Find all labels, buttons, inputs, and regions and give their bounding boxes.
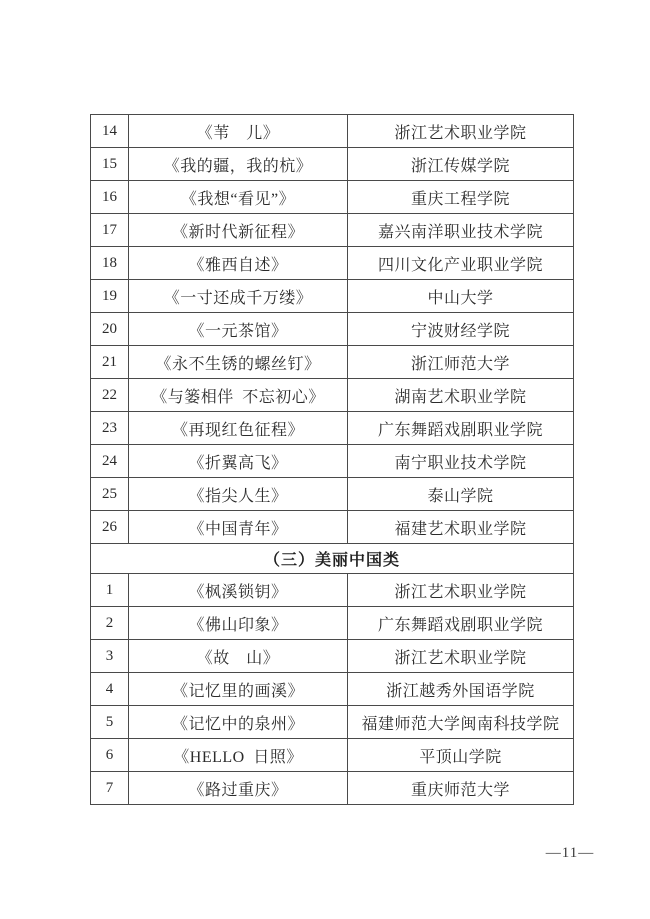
section-header-row: [91, 544, 574, 574]
row-number-cell: 3: [91, 640, 129, 673]
work-title-cell: 《佛山印象》: [129, 607, 348, 640]
table-row: [91, 706, 574, 739]
table-row: [91, 478, 574, 511]
institution-cell: 浙江艺术职业学院: [348, 115, 574, 148]
row-number-cell: 15: [91, 148, 129, 181]
table-row: [91, 412, 574, 445]
table-row: [91, 313, 574, 346]
institution-cell: 中山大学: [348, 280, 574, 313]
institution-cell: 广东舞蹈戏剧职业学院: [348, 607, 574, 640]
work-title-cell: 《苇 儿》: [129, 115, 348, 148]
table-row: [91, 640, 574, 673]
table-row: [91, 673, 574, 706]
row-number-cell: 18: [91, 247, 129, 280]
institution-cell: 浙江师范大学: [348, 346, 574, 379]
work-title-cell: 《再现红色征程》: [129, 412, 348, 445]
work-title-cell: 《HELLO 日照》: [129, 739, 348, 772]
institution-cell: 南宁职业技术学院: [348, 445, 574, 478]
work-title-cell: 《一寸还成千万缕》: [129, 280, 348, 313]
table-row: [91, 607, 574, 640]
institution-cell: 嘉兴南洋职业技术学院: [348, 214, 574, 247]
institution-cell: 浙江越秀外国语学院: [348, 673, 574, 706]
work-title-cell: 《永不生锈的螺丝钉》: [129, 346, 348, 379]
work-title-cell: 《与篓相伴 不忘初心》: [129, 379, 348, 412]
work-title-cell: 《记忆里的画溪》: [129, 673, 348, 706]
institution-cell: 宁波财经学院: [348, 313, 574, 346]
row-number-cell: 5: [91, 706, 129, 739]
table-row: [91, 247, 574, 280]
row-number-cell: 26: [91, 511, 129, 544]
institution-cell: 四川文化产业职业学院: [348, 247, 574, 280]
row-number-cell: 7: [91, 772, 129, 805]
table-row: [91, 772, 574, 805]
row-number-cell: 4: [91, 673, 129, 706]
work-title-cell: 《一元茶馆》: [129, 313, 348, 346]
row-number-cell: 1: [91, 574, 129, 607]
work-title-cell: 《记忆中的泉州》: [129, 706, 348, 739]
row-number-cell: 22: [91, 379, 129, 412]
row-number-cell: 23: [91, 412, 129, 445]
table-row: [91, 280, 574, 313]
institution-cell: 湖南艺术职业学院: [348, 379, 574, 412]
table-row: [91, 148, 574, 181]
table-row: [91, 739, 574, 772]
table-row: [91, 379, 574, 412]
section-header-label: （三）美丽中国类: [91, 544, 574, 574]
work-title-cell: 《枫溪锁钥》: [129, 574, 348, 607]
row-number-cell: 19: [91, 280, 129, 313]
table-row: [91, 181, 574, 214]
institution-cell: 重庆师范大学: [348, 772, 574, 805]
awards-table-body: [91, 115, 574, 805]
row-number-cell: 25: [91, 478, 129, 511]
table-row: [91, 445, 574, 478]
work-title-cell: 《雅西自述》: [129, 247, 348, 280]
work-title-cell: 《我的疆，我的杭》: [129, 148, 348, 181]
table-row: [91, 115, 574, 148]
work-title-cell: 《折翼高飞》: [129, 445, 348, 478]
institution-cell: 浙江艺术职业学院: [348, 574, 574, 607]
institution-cell: 浙江艺术职业学院: [348, 640, 574, 673]
row-number-cell: 21: [91, 346, 129, 379]
table-row: [91, 346, 574, 379]
table-row: [91, 511, 574, 544]
row-number-cell: 14: [91, 115, 129, 148]
institution-cell: 重庆工程学院: [348, 181, 574, 214]
row-number-cell: 17: [91, 214, 129, 247]
row-number-cell: 2: [91, 607, 129, 640]
institution-cell: 福建艺术职业学院: [348, 511, 574, 544]
page-number: —11—: [545, 845, 595, 861]
row-number-cell: 6: [91, 739, 129, 772]
work-title-cell: 《中国青年》: [129, 511, 348, 544]
work-title-cell: 《故 山》: [129, 640, 348, 673]
institution-cell: 泰山学院: [348, 478, 574, 511]
row-number-cell: 16: [91, 181, 129, 214]
institution-cell: 广东舞蹈戏剧职业学院: [348, 412, 574, 445]
institution-cell: 福建师范大学闽南科技学院: [348, 706, 574, 739]
institution-cell: 浙江传媒学院: [348, 148, 574, 181]
table-row: [91, 574, 574, 607]
work-title-cell: 《路过重庆》: [129, 772, 348, 805]
row-number-cell: 24: [91, 445, 129, 478]
institution-cell: 平顶山学院: [348, 739, 574, 772]
work-title-cell: 《我想“看见”》: [129, 181, 348, 214]
work-title-cell: 《新时代新征程》: [129, 214, 348, 247]
table-row: [91, 214, 574, 247]
row-number-cell: 20: [91, 313, 129, 346]
work-title-cell: 《指尖人生》: [129, 478, 348, 511]
awards-table: [90, 114, 574, 805]
